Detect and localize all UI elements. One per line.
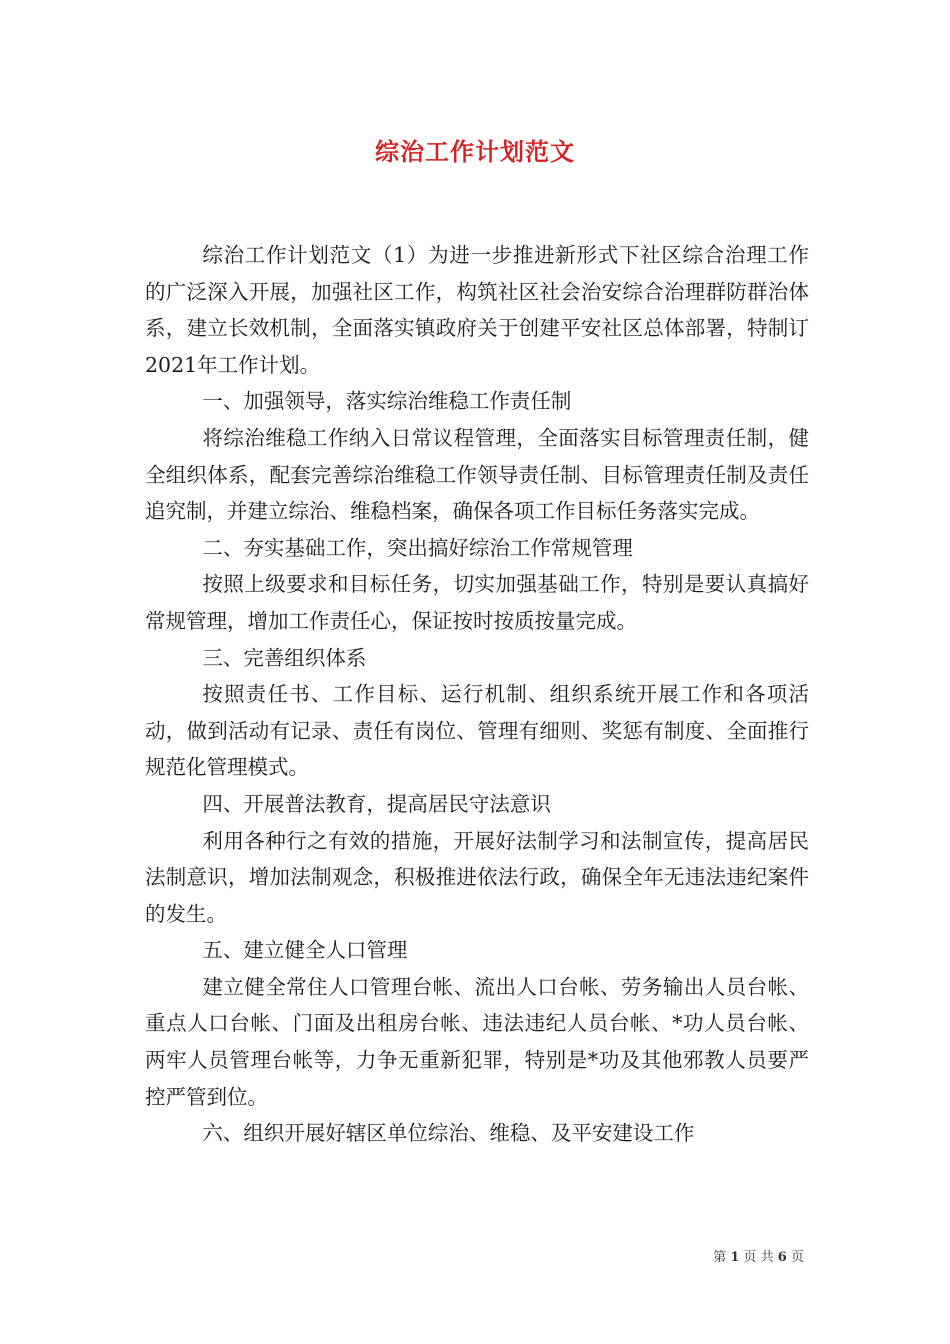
section-heading-2: 二、夯实基础工作，突出搞好综治工作常规管理 [202,535,633,560]
section-heading-6: 六、组织开展好辖区单位综治、维稳、及平安建设工作 [202,1121,695,1146]
paragraph-section-4: 利用各种行之有效的措施，开展好法制学习和法制宣传，提高居民法制意识，增加法制观念，积极推进依法行政，确保全年无违法违纪案件的发生。 [145,828,809,926]
paragraph-intro: 综治工作计划范文（1）为进一步推进新形式下社区综合治理工作的广泛深入开展，加强社区工作，构筑社区社会治安综合治理群防群治体系，建立长效机制，全面落实镇政府关于创建平安社区总体部署，特制订2021年工作计划。 [145,243,809,377]
footer-middle: 页 共 [743,1250,774,1265]
paragraph-section-3: 按照责任书、工作目标、运行机制、组织系统开展工作和各项活动，做到活动有记录、责任有岗位、管理有细则、奖惩有制度、全面推行规范化管理模式。 [145,682,809,780]
section-heading-5: 五、建立健全人口管理 [202,938,408,963]
page-number-footer [713,1246,804,1265]
section-heading-4: 四、开展普法教育，提高居民守法意识 [202,791,551,816]
total-pages-number: 6 [777,1250,787,1265]
document-body [145,237,809,1152]
current-page-number: 1 [730,1250,740,1265]
section-heading-1: 一、加强领导，落实综治维稳工作责任制 [202,389,572,414]
section-heading-3: 三、完善组织体系 [202,645,367,670]
paragraph-section-5: 建立健全常住人口管理台帐、流出人口台帐、劳务输出人员台帐、重点人口台帐、门面及出租房台帐、违法违纪人员台帐、*功人员台帐、两牢人员管理台帐等，力争无重新犯罪，特别是*功及其他邪教人员要严控严管到位。 [145,974,809,1109]
paragraph-section-2: 按照上级要求和目标任务，切实加强基础工作，特别是要认真搞好常规管理，增加工作责任心，保证按时按质按量完成。 [145,572,809,633]
paragraph-section-1: 将综治维稳工作纳入日常议程管理，全面落实目标管理责任制，健全组织体系，配套完善综治维稳工作领导责任制、目标管理责任制及责任追究制，并建立综治、维稳档案，确保各项工作目标任务落实完成。 [145,425,809,524]
footer-prefix: 第 [713,1250,727,1265]
footer-suffix: 页 [790,1250,804,1265]
document-title: 综治工作计划范文 [375,137,575,166]
